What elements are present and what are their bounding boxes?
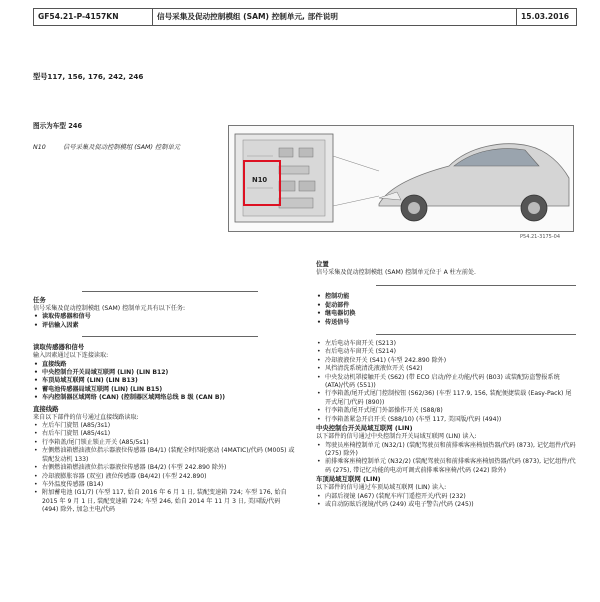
list-item: • 继电器切换 [316, 310, 576, 318]
tasks-list [33, 313, 297, 330]
read-sensors-heading: 读取传感器和信号 [33, 343, 85, 352]
list-item: • 前排乘客座椅控制单元 (N32/2) (装配驾驶员和前排乘客座椅加热器/代码 (873), 记忆组件/代码 (275), 带记忆功能的电动可调式前排乘客座椅/代码 (242) 除外) [316, 458, 576, 475]
document-header [33, 8, 577, 26]
lin-b13-intro: 以下部件的信号通过车顶局域互联网 (LIN) 读入: [316, 484, 447, 492]
read-sensors-list [33, 361, 297, 403]
list-item: • 中央发动机罩接触开关 (S62) (带 ECO 启动/停止功能/代码 (B03) 或装配防盗警报系统 (ATA)/代码 (551)) [316, 374, 576, 391]
direct-lines-list [33, 422, 297, 514]
list-item: • 控制功能 [316, 293, 576, 301]
doc-id: GF54.21-P-4157KN [34, 9, 153, 25]
list-item: • 驾驶员座椅控制单元 (N32/1) (装配驾驶员和前排乘客座椅加热器/代码 (873), 记忆组件/代码 (275) 除外) [316, 442, 576, 459]
divider [376, 285, 576, 286]
left-column [33, 296, 297, 515]
list-item: • 右后电动车窗开关 (S214) [316, 348, 576, 356]
doc-title: 信号采集及促动控制模组 (SAM) 控制单元, 部件说明 [153, 9, 517, 25]
list-item: • 或自动防眩后视镜/代码 (249) 或电子警告/代码 (245)) [316, 501, 576, 509]
list-item: • 冷却液液位开关 (S41) (车型 242.890 除外) [316, 357, 576, 365]
list-item: • 中央控制台开关局域互联网 (LIN) (LIN B12) [33, 369, 297, 377]
lin-b12-list [316, 442, 576, 476]
direct-lines-heading: 直接线路 [33, 404, 59, 413]
list-item: • 附加蓄电池 (G1/7) (车型 117, 始自 2016 年 6 月 1 日, 装配变速箱 724; 车型 176, 始自 2015 年 9 月 1 日, 装配变速箱 724; 车型 246, 始自 2014 年 11 月 3 日, 美国版/代码 (494) 除外, 加急主电/代码 [33, 489, 297, 514]
figure-reference: P54.21-3175-04 [520, 234, 561, 240]
list-item: • 直接线路 [33, 361, 297, 369]
location-text: 信号采集及促动控制模组 (SAM) 控制单元位于 A 柱左前处. [316, 269, 476, 276]
tasks-intro: 信号采集及促动控制模组 (SAM) 控制单元具有以下任务: [33, 305, 186, 312]
right-task-list [316, 293, 576, 327]
lin-b13-list [316, 493, 576, 510]
divider [82, 291, 258, 292]
models-line: 型号117, 156, 176, 242, 246 [33, 72, 144, 81]
doc-date: 15.03.2016 [521, 12, 570, 21]
list-item: • 促动部件 [316, 302, 576, 310]
lin-b13-heading: 车顶局域互联网 (LIN) [316, 475, 381, 484]
direct-lines-intro: 来自以下部件的信号通过直接线路读取: [33, 413, 139, 421]
list-item: • 读取传感器和信号 [33, 313, 297, 321]
legend-code: N10 [33, 144, 46, 151]
right-component-list [316, 340, 576, 424]
list-item: • 行李箱盖/尾开式尾门控制按钮 (S62/36) (车型 117.9, 156, 装配便捷装载 (Easy-Pack) 尾开式尾门/代码 (890)) [316, 390, 576, 407]
list-item: • 风挡清洗系统清洗液液位开关 (S42) [316, 365, 576, 373]
list-item: • 蓄电池传感器局域互联网 (LIN) (LIN B15) [33, 386, 297, 394]
list-item: • 行李箱盖/尾门锁止锁止开关 (A85/5s1) [33, 439, 297, 447]
list-item: • 冷却液膨胀容器 (双室) 液位传感器 (B4/42) (车型 242.890) [33, 473, 297, 481]
list-item: • 车外温度传感器 (B14) [33, 481, 297, 489]
list-item: • 车顶局域互联网 (LIN) (LIN B13) [33, 377, 297, 385]
list-item: • 行李箱盖紧急开启开关 (S88/10) (车型 117, 美国版/代码 (494)) [316, 416, 576, 424]
list-item: • 左后电动车窗开关 (S213) [316, 340, 576, 348]
divider [376, 334, 576, 335]
tasks-heading: 任务 [33, 296, 46, 304]
list-item: • 左后车门旋钮 (A85/3s1) [33, 422, 297, 430]
list-item: • 行李箱盖/尾开式尾门外部操作开关 (S88/8) [316, 407, 576, 415]
figure-heading: 图示为车型 246 [33, 122, 83, 130]
location-heading: 位置 [316, 260, 329, 268]
lin-b12-intro: 以下部件的信号通过中央控制台开关局域互联网 (LIN) 读入: [316, 433, 477, 441]
divider [82, 336, 258, 337]
list-item: • 评估输入因素 [33, 322, 297, 330]
list-item: • 右侧燃油箱燃油液位指示器液位传感器 (B4/2) (车型 242.890 除外) [33, 464, 297, 472]
right-column [316, 260, 576, 509]
legend-desc: 信号采集及促动控制模组 (SAM) 控制单元 [63, 144, 181, 151]
lin-b12-heading: 中央控制台开关局域互联网 (LIN) [316, 424, 413, 433]
list-item: • 左侧燃油箱燃油液位指示器液位传感器 (B4/1) (装配全时四轮驱动 (4MATIC)/代码 (M005) 或装配发动机 133) [33, 447, 297, 464]
list-item: • 车内控制器区域网络 (CAN) (控制器区域网络总线 B 级 (CAN B)) [33, 394, 297, 402]
n10-callout: N10 [252, 176, 268, 184]
list-item: • 传送信号 [316, 319, 576, 327]
read-sensors-intro: 输入因素通过以下连接读取: [33, 352, 109, 360]
list-item: • 内部后视镜 (A67) (装配车库门遥控开关/代码 (232) [316, 493, 576, 501]
list-item: • 右后车门旋钮 (A85/4s1) [33, 430, 297, 438]
